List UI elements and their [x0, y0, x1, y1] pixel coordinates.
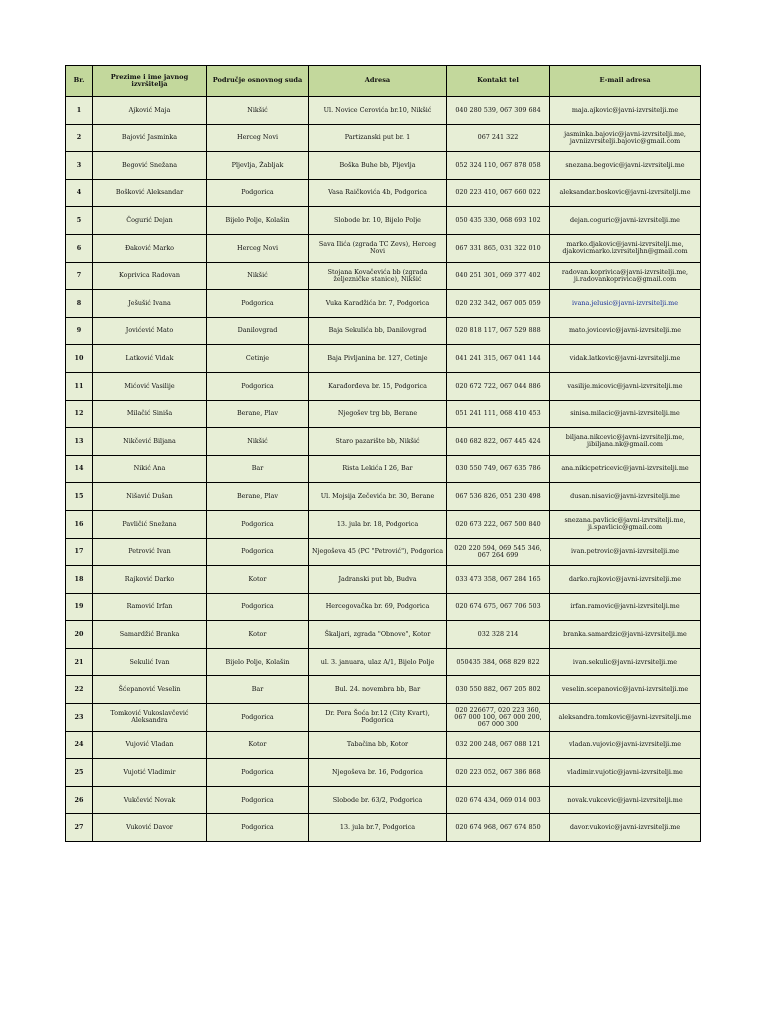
email-link[interactable]: ivan.petrovic@javni-izvrsitelji.me — [571, 547, 679, 556]
address-cell: Slobode br. 63/2, Podgorica — [309, 786, 447, 814]
row-number-cell: 27 — [66, 814, 93, 842]
court-area-cell: Podgorica — [207, 814, 309, 842]
executor-name-cell: Vujović Vladan — [93, 731, 207, 759]
court-area-cell: Berane, Plav — [207, 483, 309, 511]
court-area-cell: Podgorica — [207, 786, 309, 814]
address-cell: Partizanski put br. 1 — [309, 124, 447, 152]
executor-name-cell: Vuković Davor — [93, 814, 207, 842]
table-row — [66, 786, 701, 814]
court-area-cell: Herceg Novi — [207, 124, 309, 152]
court-area-cell: Podgorica — [207, 179, 309, 207]
phone-cell: 067 241 322 — [447, 124, 550, 152]
court-area-cell: Kotor — [207, 731, 309, 759]
row-number-cell: 9 — [66, 317, 93, 345]
table-row — [66, 124, 701, 152]
address-cell: Vuka Karadžića br. 7, Podgorica — [309, 290, 447, 318]
phone-cell: 020 223 410, 067 660 022 — [447, 179, 550, 207]
court-area-cell: Nikšić — [207, 97, 309, 125]
phone-cell: 020 232 342, 067 005 059 — [447, 290, 550, 318]
row-number-cell: 16 — [66, 510, 93, 538]
table-row — [66, 621, 701, 649]
executor-name-cell: Mićović Vasilije — [93, 372, 207, 400]
court-area-cell: Kotor — [207, 621, 309, 649]
court-area-cell: Pljevlja, Žabljak — [207, 152, 309, 180]
executor-name-cell: Bošković Aleksandar — [93, 179, 207, 207]
phone-cell: 040 251 301, 069 377 402 — [447, 262, 550, 290]
row-number-cell: 23 — [66, 704, 93, 732]
phone-cell: 020 674 968, 067 674 850 — [447, 814, 550, 842]
address-cell: Slobode br. 10, Bijelo Polje — [309, 207, 447, 235]
email-cell — [550, 290, 701, 318]
executor-name-cell: Jovićević Mato — [93, 317, 207, 345]
address-cell: Boška Buhe bb, Pljevlja — [309, 152, 447, 180]
email-link[interactable]: aleksandar.boskovic@javni-izvrsitelji.me — [559, 188, 691, 197]
court-area-cell: Cetinje — [207, 345, 309, 373]
email-link[interactable]: ivan.sekulic@javni-izvrsitelji.me — [572, 657, 678, 666]
phone-cell: 030 550 882, 067 205 802 — [447, 676, 550, 704]
row-number-cell: 26 — [66, 786, 93, 814]
header-row — [66, 66, 701, 97]
phone-cell: 020 818 117, 067 529 888 — [447, 317, 550, 345]
row-number-cell: 6 — [66, 234, 93, 262]
address-cell: Baja Pivljanina br. 127, Cetinje — [309, 345, 447, 373]
email-link[interactable]: mato.jovicevic@javni-izvrsitelji.me — [568, 326, 682, 335]
executor-name-cell: Latković Vidak — [93, 345, 207, 373]
table-row — [66, 676, 701, 704]
email-cell — [550, 483, 701, 511]
phone-cell: 052 324 110, 067 878 058 — [447, 152, 550, 180]
phone-cell: 033 473 358, 067 284 165 — [447, 566, 550, 594]
email-link[interactable]: jasminka.bajovic@javni-izvrsitelji.me, javniizvrsitelji.bajovic@gmail.com — [564, 129, 686, 145]
email-cell — [550, 814, 701, 842]
address-cell: Tabačina bb, Kotor — [309, 731, 447, 759]
email-cell — [550, 179, 701, 207]
court-area-cell: Herceg Novi — [207, 234, 309, 262]
phone-cell: 020 674 434, 069 014 003 — [447, 786, 550, 814]
phone-cell: 050435 384, 068 829 822 — [447, 648, 550, 676]
email-cell — [550, 345, 701, 373]
address-cell: Staro pazarište bb, Nikšić — [309, 428, 447, 456]
row-number-cell: 12 — [66, 400, 93, 428]
table-row — [66, 566, 701, 594]
email-link[interactable]: vidak.latkovic@javni-izvrsitelji.me — [569, 354, 681, 363]
email-cell — [550, 428, 701, 456]
row-number-cell: 21 — [66, 648, 93, 676]
row-number-cell: 13 — [66, 428, 93, 456]
table-row — [66, 510, 701, 538]
phone-cell: 020 223 052, 067 386 868 — [447, 759, 550, 787]
phone-cell: 051 241 111, 068 410 453 — [447, 400, 550, 428]
email-link[interactable]: davor.vukovic@javni-izvrsitelji.me — [569, 823, 681, 832]
court-area-cell: Nikšić — [207, 262, 309, 290]
executor-name-cell: Vukčević Novak — [93, 786, 207, 814]
email-link[interactable]: veselin.scepanovic@javni-izvrsitelji.me — [561, 685, 689, 694]
phone-cell: 067 536 826, 051 230 498 — [447, 483, 550, 511]
address-cell: Vasa Raičkovića 4b, Podgorica — [309, 179, 447, 207]
table-header — [66, 66, 701, 97]
email-link[interactable]: marko.djakovic@javni-izvrsitelji.me, djakovicmarko.izvrsiteljhn@gmail.com — [562, 240, 688, 256]
email-cell — [550, 676, 701, 704]
executor-name-cell: Bajović Jasminka — [93, 124, 207, 152]
executor-name-cell: Samardžić Branka — [93, 621, 207, 649]
email-cell — [550, 593, 701, 621]
email-cell — [550, 234, 701, 262]
email-link[interactable]: biljana.nikcevic@javni-izvrsitelji.me, jibiljana.nk@gmail.com — [565, 433, 685, 449]
address-cell: 13. jula br.7, Podgorica — [309, 814, 447, 842]
address-cell: Škaljari, zgrada "Obnove", Kotor — [309, 621, 447, 649]
court-area-cell: Berane, Plav — [207, 400, 309, 428]
email-link[interactable]: aleksandra.tomkovic@javni-izvrsitelji.me — [558, 712, 692, 721]
header-court: Područje osnovnog suda — [207, 66, 309, 97]
address-cell: Njegoševa br. 16, Podgorica — [309, 759, 447, 787]
email-link[interactable]: radovan.koprivica@javni-izvrsitelji.me, ji.radovankoprivica@gmail.com — [561, 267, 689, 283]
court-area-cell: Podgorica — [207, 759, 309, 787]
table-row — [66, 648, 701, 676]
executor-name-cell: Koprivica Radovan — [93, 262, 207, 290]
email-cell — [550, 400, 701, 428]
row-number-cell: 11 — [66, 372, 93, 400]
address-cell: Njegošev trg bb, Berane — [309, 400, 447, 428]
executor-name-cell: Ramović Irfan — [93, 593, 207, 621]
court-area-cell: Podgorica — [207, 290, 309, 318]
email-link[interactable]: dusan.nisavic@javni-izvrsitelji.me — [570, 492, 680, 500]
row-number-cell: 19 — [66, 593, 93, 621]
row-number-cell: 8 — [66, 290, 93, 318]
row-number-cell: 20 — [66, 621, 93, 649]
court-area-cell: Bijelo Polje, Kolašin — [207, 648, 309, 676]
email-cell — [550, 317, 701, 345]
executor-name-cell: Nikić Ana — [93, 455, 207, 483]
email-link[interactable]: vasilije.micovic@javni-izvrsitelji.me — [567, 381, 683, 390]
address-cell: Ul. Novice Cerovića br.10, Nikšić — [309, 97, 447, 125]
email-link[interactable]: snezana.begovic@javni-izvrsitelji.me — [565, 160, 685, 169]
email-link[interactable]: sinisa.milacic@javni-izvrsitelji.me — [570, 409, 680, 418]
court-area-cell: Podgorica — [207, 372, 309, 400]
executor-name-cell: Ješušić Ivana — [93, 290, 207, 318]
executor-name-cell: Vujotić Vladimir — [93, 759, 207, 787]
table-row — [66, 814, 701, 842]
email-cell — [550, 704, 701, 732]
phone-cell: 020 674 675, 067 706 503 — [447, 593, 550, 621]
executor-name-cell: Šćepanović Veselin — [93, 676, 207, 704]
address-cell: 13. jula br. 18, Podgorica — [309, 510, 447, 538]
address-cell: ul. 3. januara, ulaz A/1, Bijelo Polje — [309, 648, 447, 676]
address-cell: Bul. 24. novembra bb, Bar — [309, 676, 447, 704]
row-number-cell: 2 — [66, 124, 93, 152]
table-row — [66, 345, 701, 373]
table-row — [66, 262, 701, 290]
row-number-cell: 22 — [66, 676, 93, 704]
table-body — [66, 97, 701, 842]
table-row — [66, 704, 701, 732]
email-link[interactable]: darko.rajkovic@javni-izvrsitelji.me — [568, 574, 682, 583]
row-number-cell: 25 — [66, 759, 93, 787]
email-cell — [550, 455, 701, 483]
address-cell: Sava Ilića (zgrada TC Zevs), Herceg Novi — [309, 234, 447, 262]
email-link[interactable]: novak.vukcevic@javni-izvrsitelji.me — [567, 795, 683, 804]
executor-name-cell: Ajković Maja — [93, 97, 207, 125]
row-number-cell: 4 — [66, 179, 93, 207]
table-row — [66, 400, 701, 428]
email-cell — [550, 786, 701, 814]
court-area-cell: Bar — [207, 455, 309, 483]
phone-cell: 041 241 315, 067 041 144 — [447, 345, 550, 373]
executor-name-cell: Begović Snežana — [93, 152, 207, 180]
address-cell: Njegoševa 45 (PC "Petrović"), Podgorica — [309, 538, 447, 566]
court-area-cell: Podgorica — [207, 510, 309, 538]
email-cell — [550, 648, 701, 676]
court-area-cell: Nikšić — [207, 428, 309, 456]
phone-cell: 040 280 539, 067 309 684 — [447, 97, 550, 125]
table-row — [66, 483, 701, 511]
email-link[interactable]: ivana.jelusic@javni-izvrsitelji.me — [571, 298, 679, 307]
table-row — [66, 428, 701, 456]
row-number-cell: 3 — [66, 152, 93, 180]
table-row — [66, 593, 701, 621]
table-row — [66, 290, 701, 318]
address-cell: Rista Lekića I 26, Bar — [309, 455, 447, 483]
court-area-cell: Podgorica — [207, 593, 309, 621]
email-cell — [550, 262, 701, 290]
email-cell — [550, 759, 701, 787]
email-cell — [550, 152, 701, 180]
table-row — [66, 179, 701, 207]
executor-name-cell: Čogurić Dejan — [93, 207, 207, 235]
row-number-cell: 7 — [66, 262, 93, 290]
row-number-cell: 17 — [66, 538, 93, 566]
phone-cell: 050 435 330, 068 693 102 — [447, 207, 550, 235]
address-cell: Ul. Mojsija Zečevića br. 30, Berane — [309, 483, 447, 511]
phone-cell: 020 672 722, 067 044 886 — [447, 372, 550, 400]
court-area-cell: Bar — [207, 676, 309, 704]
executor-name-cell: Pavličić Snežana — [93, 510, 207, 538]
table-row — [66, 538, 701, 566]
email-cell — [550, 731, 701, 759]
email-link[interactable]: maja.ajkovic@javni-izvrsitelji.me — [571, 105, 679, 114]
address-cell: Karađorđeva br. 15, Podgorica — [309, 372, 447, 400]
table-row — [66, 759, 701, 787]
executor-name-cell: Đaković Marko — [93, 234, 207, 262]
executor-name-cell: Nikčević Biljana — [93, 428, 207, 456]
email-link[interactable]: vladan.vujovic@javni-izvrsitelji.me — [568, 740, 682, 749]
phone-cell: 020 220 594, 069 545 346, 067 264 699 — [447, 538, 550, 566]
court-area-cell: Danilovgrad — [207, 317, 309, 345]
table-row — [66, 234, 701, 262]
court-area-cell: Bijelo Polje, Kolašin — [207, 207, 309, 235]
phone-cell: 030 550 749, 067 635 786 — [447, 455, 550, 483]
table-row — [66, 455, 701, 483]
phone-cell: 067 331 865, 031 322 010 — [447, 234, 550, 262]
table-row — [66, 317, 701, 345]
email-link[interactable]: dejan.coguric@javni-izvrsitelji.me — [570, 216, 680, 225]
phone-cell: 020 673 222, 067 500 840 — [447, 510, 550, 538]
header-phone: Kontakt tel — [447, 66, 550, 97]
address-cell: Dr. Pera Šoća br.12 (City Kvart), Podgorica — [309, 704, 447, 732]
table-row — [66, 372, 701, 400]
court-area-cell: Podgorica — [207, 538, 309, 566]
court-area-cell: Podgorica — [207, 704, 309, 732]
phone-cell: 040 682 822, 067 445 424 — [447, 428, 550, 456]
row-number-cell: 15 — [66, 483, 93, 511]
email-cell — [550, 566, 701, 594]
address-cell: Baja Sekulića bb, Danilovgrad — [309, 317, 447, 345]
email-cell — [550, 538, 701, 566]
email-cell — [550, 510, 701, 538]
email-link[interactable]: vladimir.vujotic@javni-izvrsitelji.me — [567, 767, 683, 776]
email-cell — [550, 124, 701, 152]
header-address: Adresa — [309, 66, 447, 97]
table-row — [66, 152, 701, 180]
phone-cell: 020 226677, 020 223 360, 067 000 100, 067 000 200, 067 000 300 — [447, 704, 550, 732]
email-cell — [550, 207, 701, 235]
executor-name-cell: Nišavić Dušan — [93, 483, 207, 511]
email-cell — [550, 372, 701, 400]
row-number-cell: 14 — [66, 455, 93, 483]
executor-name-cell: Rajković Darko — [93, 566, 207, 594]
table-row — [66, 97, 701, 125]
table-row — [66, 207, 701, 235]
row-number-cell: 18 — [66, 566, 93, 594]
executor-name-cell: Petrović Ivan — [93, 538, 207, 566]
header-email: E-mail adresa — [550, 66, 701, 97]
email-link[interactable]: irfan.ramovic@javni-izvrsitelji.me — [570, 602, 680, 611]
email-cell — [550, 621, 701, 649]
court-area-cell: Kotor — [207, 566, 309, 594]
table-row — [66, 731, 701, 759]
email-link[interactable]: ana.nikicpetricevic@javni-izvrsitelji.me — [561, 464, 689, 473]
address-cell: Hercegovačka br. 69, Podgorica — [309, 593, 447, 621]
header-nr: Br. — [66, 66, 93, 97]
executor-name-cell: Sekulić Ivan — [93, 648, 207, 676]
row-number-cell: 5 — [66, 207, 93, 235]
row-number-cell: 1 — [66, 97, 93, 125]
header-name: Prezime i ime javnog izvršitelja — [93, 66, 207, 97]
address-cell: Stojana Kovačevića bb (zgrada željezničke stanice), Nikšić — [309, 262, 447, 290]
phone-cell: 032 200 248, 067 088 121 — [447, 731, 550, 759]
executor-name-cell: Milačić Siniša — [93, 400, 207, 428]
executors-table — [65, 65, 701, 842]
email-link[interactable]: branka.samardzic@javni-izvrsitelji.me — [563, 629, 687, 638]
row-number-cell: 10 — [66, 345, 93, 373]
row-number-cell: 24 — [66, 731, 93, 759]
address-cell: Jadranski put bb, Budva — [309, 566, 447, 594]
email-cell — [550, 97, 701, 125]
email-link[interactable]: snezana.pavlicic@javni-izvrsitelji.me, ji.spavlicic@gmail.com — [564, 516, 686, 532]
spreadsheet-sheet — [65, 65, 700, 842]
executor-name-cell: Tomković Vukoslavčević Aleksandra — [93, 704, 207, 732]
phone-cell: 032 328 214 — [447, 621, 550, 649]
